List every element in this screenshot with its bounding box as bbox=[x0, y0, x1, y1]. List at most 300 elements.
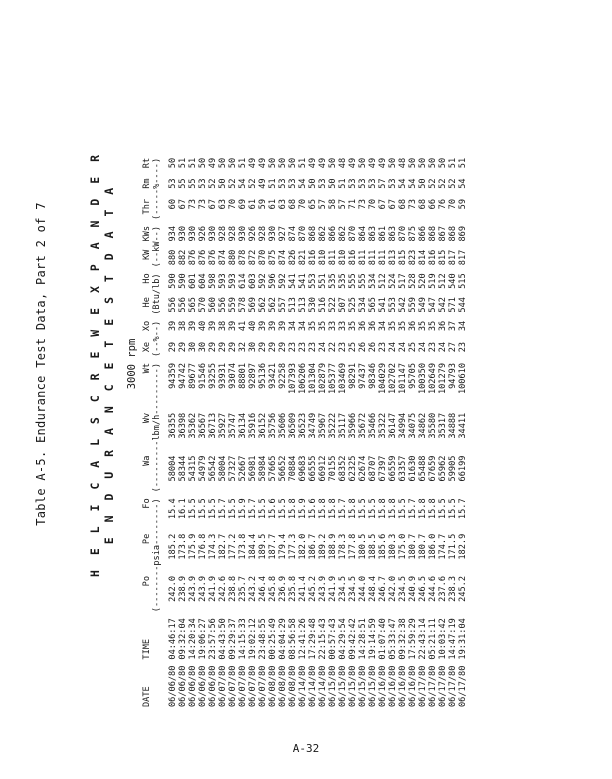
table-cell: 593 bbox=[218, 273, 228, 289]
table-cell: 23 bbox=[458, 341, 468, 353]
table-cell: 76 bbox=[438, 198, 448, 210]
table-cell: 06/16/80 bbox=[378, 665, 388, 707]
table-cell: 928 bbox=[218, 225, 228, 242]
table-cell: 06/17/80 bbox=[448, 665, 458, 707]
unit-btu: (Btu/lb) bbox=[152, 273, 162, 315]
table-row bbox=[198, 155, 208, 710]
table-cell: 35927 bbox=[218, 412, 228, 439]
table-cell: 551 bbox=[318, 273, 328, 289]
table-cell: 556 bbox=[168, 297, 178, 313]
table-cell: 23 bbox=[308, 341, 318, 353]
table-cell: 592 bbox=[258, 273, 268, 289]
table-row bbox=[378, 155, 388, 710]
table-cell: 70 bbox=[228, 198, 238, 210]
table-cell: 14:15:33 bbox=[238, 618, 248, 660]
table-cell: 06/15/80 bbox=[358, 665, 368, 707]
table-cell: 39 bbox=[278, 320, 288, 332]
table-cell: 15.5 bbox=[258, 498, 268, 520]
table-cell: 928 bbox=[228, 225, 238, 242]
table-cell: 173.8 bbox=[238, 533, 248, 560]
table-cell: 51 bbox=[458, 157, 468, 169]
table-cell: 06/07/80 bbox=[218, 665, 228, 707]
table-cell: 00:57:43 bbox=[328, 618, 338, 660]
table-cell: 58004 bbox=[218, 455, 228, 482]
table-cell: 535 bbox=[328, 273, 338, 289]
col-header-thr: Thr bbox=[142, 198, 152, 215]
table-row bbox=[398, 155, 408, 710]
table-cell: 06/08/80 bbox=[288, 665, 298, 707]
table-cell: 19:02:12 bbox=[248, 618, 258, 660]
table-cell: 56652 bbox=[278, 455, 288, 482]
table-cell: 35222 bbox=[328, 412, 338, 439]
table-cell: 95136 bbox=[258, 363, 268, 389]
table-cell: 29 bbox=[268, 341, 278, 353]
table-cell: 180.5 bbox=[358, 533, 368, 560]
table-cell: 53 bbox=[368, 178, 378, 189]
table-cell: 22:43:14 bbox=[418, 618, 428, 660]
table-cell: 63357 bbox=[398, 455, 408, 482]
table-cell: 15.9 bbox=[238, 498, 248, 520]
table-cell: 15.8 bbox=[288, 498, 298, 520]
table-cell: 241.9 bbox=[328, 575, 338, 602]
table-cell: 553 bbox=[308, 273, 318, 289]
table-row bbox=[168, 155, 178, 710]
table-cell: 06/17/80 bbox=[458, 665, 468, 707]
table-cell: 67659 bbox=[428, 455, 438, 482]
table-cell: 14:28:51 bbox=[358, 618, 368, 660]
table-cell: 49 bbox=[368, 157, 378, 169]
table-cell: 35362 bbox=[188, 412, 198, 439]
table-cell: 188.9 bbox=[328, 533, 338, 560]
table-cell: 51 bbox=[188, 157, 198, 169]
table-cell: 68 bbox=[418, 198, 428, 210]
table-cell: 15.5 bbox=[208, 498, 218, 520]
table-cell: 102879 bbox=[318, 363, 328, 395]
table-cell: 238.9 bbox=[178, 575, 188, 602]
table-cell: 94793 bbox=[448, 363, 458, 389]
table-cell: 876 bbox=[188, 249, 198, 266]
table-cell: 15.5 bbox=[368, 498, 378, 520]
table-cell: 23 bbox=[288, 341, 298, 353]
table-cell: 35 bbox=[308, 320, 318, 332]
table-cell: 863 bbox=[368, 225, 378, 242]
table-cell: 38 bbox=[178, 320, 188, 332]
table-cell: 34862 bbox=[418, 412, 428, 439]
table-cell: 180.7 bbox=[418, 533, 428, 560]
table-cell: 36713 bbox=[208, 412, 218, 439]
table-cell: 36 bbox=[358, 320, 368, 332]
table-cell: 09:29:37 bbox=[228, 618, 238, 660]
table-cell: 814 bbox=[418, 249, 428, 266]
table-cell: 930 bbox=[268, 225, 278, 242]
table-cell: 36152 bbox=[258, 412, 268, 439]
units-row bbox=[152, 155, 168, 710]
table-cell: 06/06/80 bbox=[168, 665, 178, 707]
table-cell: 874 bbox=[278, 249, 288, 266]
table-cell: 52 bbox=[208, 178, 218, 189]
table-cell: 06/15/80 bbox=[368, 665, 378, 707]
page-number: A-32 bbox=[292, 742, 320, 755]
table-cell: 242.0 bbox=[388, 575, 398, 602]
table-cell: 177.8 bbox=[348, 533, 358, 560]
table-cell: 92258 bbox=[278, 363, 288, 389]
table-cell: 872 bbox=[248, 249, 258, 266]
table-cell: 88801 bbox=[238, 363, 248, 389]
table-cell: 35606 bbox=[278, 412, 288, 439]
table-cell: 15.5 bbox=[358, 498, 368, 520]
table-cell: 876 bbox=[208, 249, 218, 266]
table-cell: 49 bbox=[348, 157, 358, 169]
table-cell: 35580 bbox=[428, 412, 438, 439]
table-cell: 815 bbox=[398, 249, 408, 266]
table-cell: 866 bbox=[418, 225, 428, 242]
table-cell: 52 bbox=[228, 178, 238, 189]
table-cell: 71 bbox=[348, 198, 358, 210]
col-header-po: Po bbox=[142, 575, 152, 587]
table-cell: 15.7 bbox=[408, 498, 418, 520]
table-cell: 235.8 bbox=[288, 575, 298, 602]
table-row bbox=[368, 155, 378, 710]
table-cell: 56542 bbox=[208, 455, 218, 482]
table-cell: 49 bbox=[378, 157, 388, 169]
col-header-rt: Rt bbox=[142, 157, 152, 169]
table-cell: 604 bbox=[198, 273, 208, 289]
table-cell: 555 bbox=[358, 273, 368, 289]
table-cell: 63 bbox=[218, 198, 228, 210]
table-cell: 08:56:58 bbox=[288, 618, 298, 660]
table-cell: 65488 bbox=[418, 455, 428, 482]
table-cell: 22:15:43 bbox=[318, 618, 328, 660]
table-cell: 556 bbox=[218, 297, 228, 313]
table-cell: 15.5 bbox=[188, 498, 198, 520]
table-row bbox=[288, 155, 298, 710]
table-row bbox=[348, 155, 358, 710]
table-cell: 875 bbox=[268, 249, 278, 266]
table-cell: 866 bbox=[328, 225, 338, 242]
table-cell: 562 bbox=[268, 297, 278, 313]
table-cell: 15.7 bbox=[248, 498, 258, 520]
table-cell: 862 bbox=[318, 225, 328, 242]
table-cell: 15.5 bbox=[228, 498, 238, 520]
table-cell: 528 bbox=[408, 273, 418, 289]
table-cell: 25 bbox=[408, 341, 418, 353]
table-cell: 50 bbox=[418, 157, 428, 169]
table-title-line1: H E L I C A L S C R E W E X P A N D E R bbox=[88, 150, 102, 578]
table-cell: 870 bbox=[258, 249, 268, 266]
table-cell: 541 bbox=[288, 273, 298, 289]
table-cell: 06/17/80 bbox=[438, 665, 448, 707]
table-cell: 25 bbox=[348, 341, 358, 353]
table-cell: 39 bbox=[258, 320, 268, 332]
table-cell: 811 bbox=[368, 249, 378, 266]
unit-psia: (--------psia--------) bbox=[152, 498, 162, 613]
table-cell: 52 bbox=[248, 178, 258, 189]
table-cell: 06/14/80 bbox=[318, 665, 328, 707]
table-cell: 15.7 bbox=[218, 498, 228, 520]
table-cell: 100610 bbox=[458, 363, 468, 395]
table-cell: 524 bbox=[388, 273, 398, 289]
table-cell: 237.6 bbox=[438, 575, 448, 602]
table-row bbox=[458, 155, 468, 710]
table-cell: 101304 bbox=[308, 363, 318, 395]
table-cell: 65962 bbox=[438, 455, 448, 482]
table-row bbox=[268, 155, 278, 710]
table-cell: 49 bbox=[208, 157, 218, 169]
table-cell: 565 bbox=[368, 297, 378, 313]
table-cell: 41 bbox=[238, 320, 248, 332]
table-cell: 101279 bbox=[438, 363, 448, 395]
table-cell: 36355 bbox=[168, 412, 178, 439]
table-cell: 15.8 bbox=[418, 498, 428, 520]
table-cell: 70 bbox=[368, 198, 378, 210]
table-caption: Table A-5. Endurance Test Data, Part 2 of 7 bbox=[34, 202, 48, 526]
table-cell: 06/06/80 bbox=[188, 665, 198, 707]
table-cell: 19:06:27 bbox=[198, 618, 208, 660]
table-cell: 102649 bbox=[428, 363, 438, 395]
table-cell: 38 bbox=[218, 320, 228, 332]
table-cell: 243.2 bbox=[248, 575, 258, 602]
table-cell: 810 bbox=[318, 249, 328, 266]
table-cell: 238.3 bbox=[448, 575, 458, 602]
table-cell: 95705 bbox=[408, 363, 418, 389]
table-cell: 70884 bbox=[288, 455, 298, 482]
table-row bbox=[308, 155, 318, 710]
table-cell: 66555 bbox=[308, 455, 318, 482]
table-cell: 186.7 bbox=[308, 533, 318, 560]
table-cell: 36509 bbox=[288, 412, 298, 439]
table-cell: 516 bbox=[318, 297, 328, 313]
table-cell: 242.6 bbox=[218, 575, 228, 602]
table-cell: 70155 bbox=[328, 455, 338, 482]
table-cell: 185.6 bbox=[378, 533, 388, 560]
table-cell: 15.5 bbox=[398, 498, 408, 520]
table-cell: 34 bbox=[458, 320, 468, 332]
table-cell: 49 bbox=[248, 157, 258, 169]
table-cell: 06/14/80 bbox=[298, 665, 308, 707]
table-cell: 66199 bbox=[458, 455, 468, 482]
table-cell: 880 bbox=[168, 249, 178, 266]
table-row bbox=[298, 155, 308, 710]
table-cell: 35 bbox=[348, 320, 358, 332]
table-cell: 15.8 bbox=[378, 498, 388, 520]
table-cell: 66912 bbox=[318, 455, 328, 482]
table-cell: 23:48:55 bbox=[258, 618, 268, 660]
table-cell: 36398 bbox=[178, 412, 188, 439]
table-cell: 35466 bbox=[368, 412, 378, 439]
table-cell: 89677 bbox=[188, 363, 198, 389]
table-cell: 73 bbox=[198, 198, 208, 210]
table-cell: 59 bbox=[258, 198, 268, 210]
table-cell: 176.8 bbox=[198, 533, 208, 560]
table-cell: 50 bbox=[388, 157, 398, 169]
table-cell: 98291 bbox=[348, 363, 358, 389]
table-cell: 236.9 bbox=[278, 575, 288, 602]
table-cell: 173.8 bbox=[178, 533, 188, 560]
table-cell: 39 bbox=[188, 320, 198, 332]
table-cell: 51 bbox=[338, 178, 348, 189]
table-cell: 30 bbox=[248, 341, 258, 353]
table-cell: 50 bbox=[438, 157, 448, 169]
table-cell: 553 bbox=[388, 297, 398, 313]
table-cell: 54315 bbox=[188, 455, 198, 482]
table-cell: 592 bbox=[278, 273, 288, 289]
table-cell: 62674 bbox=[358, 455, 368, 482]
table-cell: 823 bbox=[408, 249, 418, 266]
table-cell: 530 bbox=[308, 297, 318, 313]
table-cell: 817 bbox=[458, 249, 468, 266]
table-cell: 50 bbox=[218, 178, 228, 189]
table-cell: 15.6 bbox=[268, 498, 278, 520]
table-cell: 513 bbox=[288, 297, 298, 313]
table-cell: 512 bbox=[378, 273, 388, 289]
table-row bbox=[178, 155, 188, 710]
table-cell: 33 bbox=[328, 320, 338, 332]
table-row bbox=[438, 155, 448, 710]
table-cell: 15.8 bbox=[428, 498, 438, 520]
table-cell: 100350 bbox=[418, 363, 428, 395]
table-cell: 55 bbox=[178, 178, 188, 189]
table-cell: 15.9 bbox=[298, 498, 308, 520]
table-cell: 50 bbox=[198, 157, 208, 169]
table-cell: 926 bbox=[248, 225, 258, 242]
table-cell: 930 bbox=[178, 225, 188, 242]
table-cell: 174.3 bbox=[208, 533, 218, 560]
table-cell: 179.4 bbox=[278, 533, 288, 560]
table-cell: 182.9 bbox=[458, 533, 468, 560]
table-cell: 184.4 bbox=[248, 533, 258, 560]
table-cell: 06/08/80 bbox=[278, 665, 288, 707]
table-cell: 50 bbox=[288, 157, 298, 169]
table-cell: 189.2 bbox=[318, 533, 328, 560]
col-header-kw: KW bbox=[142, 249, 152, 261]
table-cell: 34 bbox=[298, 320, 308, 332]
table-cell: 107393 bbox=[288, 363, 298, 395]
table-cell: 00:25:49 bbox=[268, 618, 278, 660]
table-cell: 15.8 bbox=[388, 498, 398, 520]
table-cell: 09:32:04 bbox=[178, 618, 188, 660]
table-cell: 927 bbox=[278, 225, 288, 242]
table-cell: 35 bbox=[318, 320, 328, 332]
table-cell: 534 bbox=[368, 273, 378, 289]
unit-percent-quality: (--%--) bbox=[152, 320, 162, 357]
table-cell: 06/17/80 bbox=[418, 665, 428, 707]
table-cell: 50 bbox=[328, 157, 338, 169]
table-cell: 50 bbox=[278, 157, 288, 169]
table-cell: 182.7 bbox=[218, 533, 228, 560]
table-cell: 73 bbox=[408, 198, 418, 210]
col-header-date: DATE bbox=[142, 686, 152, 707]
table-cell: 73 bbox=[188, 198, 198, 210]
table-cell: 534 bbox=[358, 297, 368, 313]
table-cell: 246.4 bbox=[258, 575, 268, 602]
table-cell: 15.5 bbox=[438, 498, 448, 520]
table-cell: 62325 bbox=[348, 455, 358, 482]
table-cell: 544 bbox=[458, 297, 468, 313]
table-cell: 56981 bbox=[248, 455, 258, 482]
table-cell: 34994 bbox=[398, 412, 408, 439]
table-cell: 35 bbox=[418, 320, 428, 332]
unit-lbm: (---------lbm/h---------) bbox=[152, 363, 162, 493]
table-cell: 06/07/80 bbox=[228, 665, 238, 707]
table-cell: 590 bbox=[168, 273, 178, 289]
table-cell: 10:03:42 bbox=[438, 618, 448, 660]
table-cell: 06/07/80 bbox=[238, 665, 248, 707]
table-cell: 54979 bbox=[198, 455, 208, 482]
table-cell: 189.5 bbox=[258, 533, 268, 560]
table-row bbox=[238, 155, 248, 710]
table-cell: 06/16/80 bbox=[408, 665, 418, 707]
table-cell: 234.5 bbox=[398, 575, 408, 602]
table-row bbox=[338, 155, 348, 710]
table-cell: 23:57:56 bbox=[208, 618, 218, 660]
table-cell: 63 bbox=[278, 198, 288, 210]
table-cell: 24 bbox=[388, 341, 398, 353]
table-cell: 36 bbox=[438, 320, 448, 332]
table-cell: 571 bbox=[448, 297, 458, 313]
col-header-fo: Fo bbox=[142, 498, 152, 509]
table-cell: 54 bbox=[398, 178, 408, 189]
table-cell: 39 bbox=[228, 320, 238, 332]
table-cell: 36134 bbox=[238, 412, 248, 439]
table-cell: 23 bbox=[378, 341, 388, 353]
col-header-wv: Wv bbox=[142, 412, 152, 424]
table-cell: 24 bbox=[398, 341, 408, 353]
table-cell: 241.9 bbox=[208, 575, 218, 602]
table-row bbox=[408, 155, 418, 710]
table-cell: 35 bbox=[428, 320, 438, 332]
table-cell: 15.8 bbox=[318, 498, 328, 520]
table-cell: 182.0 bbox=[298, 533, 308, 560]
table-cell: 58 bbox=[328, 198, 338, 210]
table-cell: 15.5 bbox=[198, 498, 208, 520]
table-cell: 243.9 bbox=[198, 575, 208, 602]
table-cell: 29 bbox=[278, 341, 288, 353]
table-cell: 36 bbox=[408, 320, 418, 332]
table-cell: 105377 bbox=[328, 363, 338, 395]
table-cell: 34075 bbox=[408, 412, 418, 439]
table-cell: 58004 bbox=[168, 455, 178, 482]
table-cell: 30 bbox=[198, 341, 208, 353]
table-cell: 67397 bbox=[378, 455, 388, 482]
table-cell: 69683 bbox=[298, 455, 308, 482]
table-cell: 06/16/80 bbox=[388, 665, 398, 707]
table-cell: 178.3 bbox=[338, 533, 348, 560]
table-cell: 569 bbox=[248, 297, 258, 313]
table-cell: 244.6 bbox=[428, 575, 438, 602]
table-cell: 97437 bbox=[358, 363, 368, 389]
table-cell: 103469 bbox=[338, 363, 348, 395]
table-cell: 09:42:42 bbox=[348, 618, 358, 660]
table-cell: 48 bbox=[338, 157, 348, 169]
table-cell: 30 bbox=[188, 341, 198, 353]
table-cell: 29 bbox=[228, 341, 238, 353]
table-cell: 171.5 bbox=[448, 533, 458, 560]
table-cell: 14:20:34 bbox=[188, 618, 198, 660]
table-cell: 238.8 bbox=[228, 575, 238, 602]
table-cell: 816 bbox=[428, 249, 438, 266]
table-cell: 549 bbox=[418, 297, 428, 313]
table-cell: 517 bbox=[398, 273, 408, 289]
table-cell: 53 bbox=[358, 178, 368, 189]
table-cell: 15.6 bbox=[308, 498, 318, 520]
table-cell: 15.4 bbox=[168, 498, 178, 520]
unit-percent-eff: (-----%----) bbox=[152, 157, 162, 220]
table-cell: 242.0 bbox=[168, 575, 178, 602]
table-cell: 73 bbox=[358, 198, 368, 210]
table-cell: 882 bbox=[178, 249, 188, 266]
header-row bbox=[142, 155, 152, 710]
table-row bbox=[208, 155, 218, 710]
